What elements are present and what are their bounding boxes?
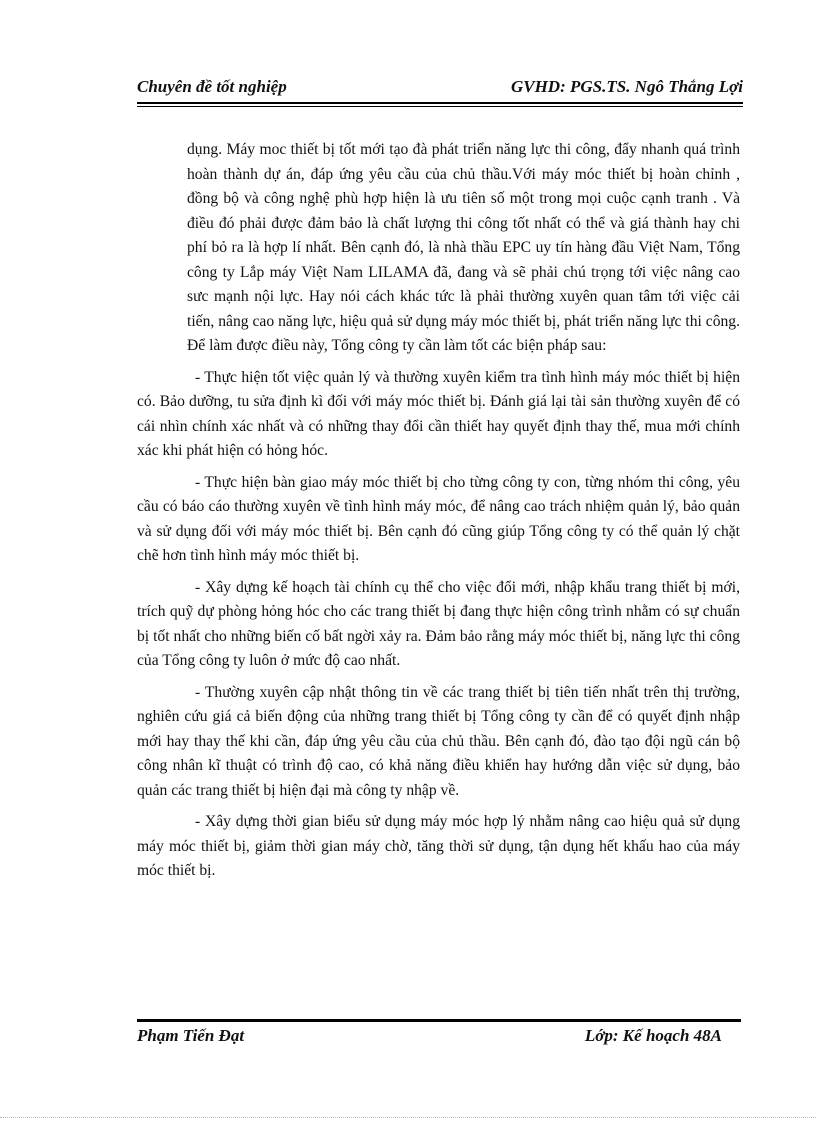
- header-rule: [137, 102, 743, 104]
- paragraph-6: - Xây dựng thời gian biểu sử dụng máy móc hợp lý nhằm nâng cao hiệu quả sử dụng máy móc thiết bị, giảm thời gian máy chờ, tăng thời sử dụng, tận dụng hết khấu hao của máy móc thiết bị.: [137, 813, 740, 879]
- paragraph-2: - Thực hiện tốt việc quản lý và thường xuyên kiểm tra tình hình máy móc thiết bị hiện có. Bảo dưỡng, tu sửa định kì đối với máy móc thiết bị. Đánh giá lại tài sản thường xuyên để có cái nhìn chính xác nhất và có những thay đổi cần thiết hay quyết định thay thế, mua mới chính xác khi phát hiện có hỏng hóc.: [137, 368, 740, 459]
- header-title: Chuyên đề tốt nghiệp: [137, 77, 287, 96]
- paragraph-1: dụng. Máy moc thiết bị tốt mới tạo đà phát triển năng lực thi công, đẩy nhanh quá trình hoàn thành dự án, đáp ứng yêu cầu của chủ thầu.Với máy móc thiết bị hoàn chỉnh , đồng bộ và công nghệ phù hợp hiện là ưu tiên số một trong mọi cuộc cạnh tranh . Và điều đó phải được đảm bảo là chất lượng thi công tốt nhất có thể và giá thành hay chi phí bỏ ra là hợp lí nhất. Bên cạnh đó, là nhà thầu EPC uy tín hàng đầu Việt Nam, Tổng công ty Lắp máy Việt Nam LILAMA đã, đang và sẽ phải chú trọng tới việc nâng cao sưc mạnh nội lực. Hay nói cách khác tức là phải thường xuyên quan tâm tới việc cải tiến, nâng cao năng lực, hiệu quả sử dụng máy móc thiết bị, phát triển năng lực thi công. Để làm được điều này, Tổng công ty cần làm tốt các biện pháp sau:: [187, 141, 740, 354]
- body-text: [137, 138, 740, 891]
- footer-rule: [137, 1019, 741, 1022]
- paragraph-3: - Thực hiện bàn giao máy móc thiết bị cho từng công ty con, từng nhóm thi công, yêu cầu có báo cáo thường xuyên về tình hình máy móc, để nâng cao trách nhiệm quản lý, bảo quản và sử dụng đối với máy móc thiết bị. Bên cạnh đó cũng giúp Tổng công ty có thể quản lý chặt chẽ hơn tình hình máy móc thiết bị.: [137, 473, 740, 564]
- page-header: [137, 76, 743, 102]
- page-footer: [137, 1025, 722, 1049]
- header-advisor: GVHD: PGS.TS. Ngô Thắng Lợi: [510, 77, 743, 96]
- paragraph-5: - Thường xuyên cập nhật thông tin về các trang thiết bị tiên tiến nhất trên thị trường, nghiên cứu giá cả biến động của những trang thiết bị Tổng công ty cần để có quyết định nhập mới hay thay thế khi cần, đáp ứng yêu cầu của chủ thầu. Bên cạnh đó, đào tạo đội ngũ cán bộ công nhân kĩ thuật có trình độ cao, có khả năng điều khiển hay hướng dẫn việc sử dụng, bảo quản các trang thiết bị hiện đại mà công ty nhập về.: [137, 683, 740, 799]
- paragraph-4: - Xây dựng kế hoạch tài chính cụ thể cho việc đổi mới, nhập khẩu trang thiết bị mới, trích quỹ dự phòng hỏng hóc cho các trang thiết bị đang thực hiện công trình nhằm có sự chuẩn bị tốt nhất cho những biến cố bất ngời xảy ra. Đảm bảo rằng máy móc thiết bị, năng lực thi công của Tổng công ty luôn ở mức độ cao nhất.: [137, 578, 740, 669]
- page-edge: [0, 1117, 816, 1118]
- footer-author: Phạm Tiến Đạt: [137, 1026, 245, 1045]
- footer-class: Lớp: Kế hoạch 48A: [584, 1026, 722, 1045]
- header-rule-thin: [137, 106, 743, 107]
